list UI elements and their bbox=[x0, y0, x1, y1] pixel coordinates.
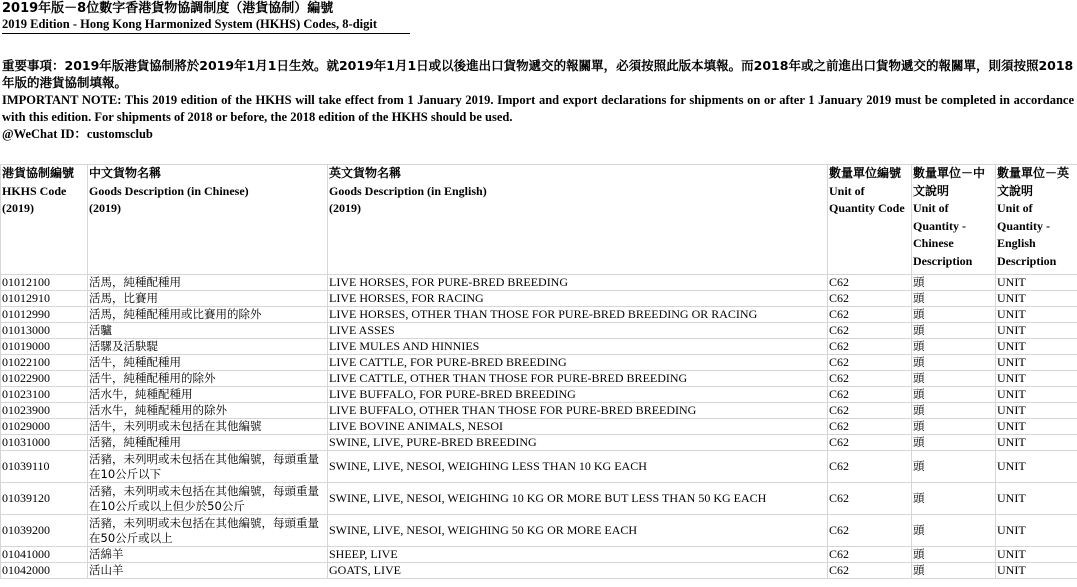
cell-unit-english: UNIT bbox=[996, 547, 1077, 563]
cell-unit-code: C62 bbox=[828, 547, 912, 563]
column-header-unit-code bbox=[828, 165, 912, 275]
table-header-row bbox=[1, 165, 1077, 275]
cell-hkhs-code: 01031000 bbox=[1, 435, 88, 451]
column-header-unit-english bbox=[996, 165, 1077, 275]
cell-hkhs-code: 01041000 bbox=[1, 547, 88, 563]
table-row bbox=[1, 419, 1077, 435]
cell-desc-chinese: 活山羊 bbox=[88, 563, 328, 579]
cell-unit-english: UNIT bbox=[996, 371, 1077, 387]
cell-unit-chinese: 頭 bbox=[912, 419, 996, 435]
table-row bbox=[1, 451, 1077, 483]
cell-desc-english: LIVE HORSES, FOR PURE-BRED BREEDING bbox=[328, 275, 828, 291]
table-row bbox=[1, 563, 1077, 579]
table-row bbox=[1, 387, 1077, 403]
table-row bbox=[1, 403, 1077, 419]
cell-unit-chinese: 頭 bbox=[912, 547, 996, 563]
cell-hkhs-code: 01023900 bbox=[1, 403, 88, 419]
table-row bbox=[1, 323, 1077, 339]
hkhs-code-table bbox=[0, 164, 1077, 579]
cell-desc-chinese: 活牛，純種配種用的除外 bbox=[88, 371, 328, 387]
cell-hkhs-code: 01012910 bbox=[1, 291, 88, 307]
cell-unit-chinese: 頭 bbox=[912, 435, 996, 451]
cell-unit-chinese: 頭 bbox=[912, 483, 996, 515]
cell-hkhs-code: 01022100 bbox=[1, 355, 88, 371]
cell-desc-chinese: 活豬，未列明或未包括在其他編號，每頭重量在10公斤或以上但少於50公斤 bbox=[88, 483, 328, 515]
cell-desc-english: SWINE, LIVE, NESOI, WEIGHING 10 KG OR MORE BUT LESS THAN 50 KG EACH bbox=[328, 483, 828, 515]
cell-hkhs-code: 01023100 bbox=[1, 387, 88, 403]
document-title-chinese: 2019年版－8位數字香港貨物協調制度（港貨協制）編號 bbox=[2, 1, 334, 16]
cell-unit-code: C62 bbox=[828, 339, 912, 355]
cell-desc-chinese: 活綿羊 bbox=[88, 547, 328, 563]
cell-desc-english: LIVE CATTLE, FOR PURE-BRED BREEDING bbox=[328, 355, 828, 371]
cell-hkhs-code: 01042000 bbox=[1, 563, 88, 579]
cell-unit-code: C62 bbox=[828, 307, 912, 323]
cell-desc-english: LIVE CATTLE, OTHER THAN THOSE FOR PURE-BRED BREEDING bbox=[328, 371, 828, 387]
title-underline bbox=[2, 33, 410, 34]
cell-desc-english: LIVE BUFFALO, FOR PURE-BRED BREEDING bbox=[328, 387, 828, 403]
cell-unit-chinese: 頭 bbox=[912, 515, 996, 547]
header-label-english: HKHS Code bbox=[2, 183, 67, 198]
cell-unit-chinese: 頭 bbox=[912, 323, 996, 339]
cell-unit-code: C62 bbox=[828, 387, 912, 403]
table-row bbox=[1, 483, 1077, 515]
cell-unit-english: UNIT bbox=[996, 483, 1077, 515]
cell-desc-chinese: 活騾及活駃騠 bbox=[88, 339, 328, 355]
cell-unit-english: UNIT bbox=[996, 515, 1077, 547]
cell-unit-english: UNIT bbox=[996, 387, 1077, 403]
cell-unit-english: UNIT bbox=[996, 339, 1077, 355]
cell-desc-chinese: 活豬，純種配種用 bbox=[88, 435, 328, 451]
cell-unit-code: C62 bbox=[828, 419, 912, 435]
header-label-chinese: 數量單位－中文說明 bbox=[913, 166, 986, 198]
cell-unit-chinese: 頭 bbox=[912, 371, 996, 387]
cell-hkhs-code: 01013000 bbox=[1, 323, 88, 339]
cell-desc-chinese: 活馬，比賽用 bbox=[88, 291, 328, 307]
header-label-chinese: 港貨協制編號 bbox=[2, 166, 75, 180]
cell-desc-chinese: 活豬，未列明或未包括在其他編號，每頭重量在10公斤以下 bbox=[88, 451, 328, 483]
cell-unit-chinese: 頭 bbox=[912, 563, 996, 579]
important-note-english: IMPORTANT NOTE: This 2019 edition of the HKHS will take effect from 1 January 2019. Import and export declarations for shipments on or after 1 January 2019 must be completed in accordance with this edition. For shipments of 2018 or before, the 2018 edition of the HKHS should be used. bbox=[2, 93, 1074, 124]
cell-unit-english: UNIT bbox=[996, 451, 1077, 483]
header-label-english: Unit of Quantity Code bbox=[829, 183, 905, 215]
cell-unit-chinese: 頭 bbox=[912, 307, 996, 323]
wechat-id: @WeChat ID：customsclub bbox=[2, 127, 153, 141]
cell-unit-code: C62 bbox=[828, 355, 912, 371]
cell-desc-chinese: 活水牛，純種配種用 bbox=[88, 387, 328, 403]
table-row bbox=[1, 355, 1077, 371]
cell-desc-chinese: 活馬，純種配種用 bbox=[88, 275, 328, 291]
table-row bbox=[1, 339, 1077, 355]
table-row bbox=[1, 291, 1077, 307]
column-header-desc-english bbox=[328, 165, 828, 275]
cell-desc-chinese: 活豬，未列明或未包括在其他編號，每頭重量在50公斤或以上 bbox=[88, 515, 328, 547]
header-label-english: Goods Description (in English) bbox=[329, 183, 487, 198]
cell-hkhs-code: 01039200 bbox=[1, 515, 88, 547]
cell-desc-english: SWINE, LIVE, NESOI, WEIGHING 50 KG OR MORE EACH bbox=[328, 515, 828, 547]
cell-unit-code: C62 bbox=[828, 291, 912, 307]
cell-hkhs-code: 01022900 bbox=[1, 371, 88, 387]
cell-desc-english: LIVE HORSES, OTHER THAN THOSE FOR PURE-BRED BREEDING OR RACING bbox=[328, 307, 828, 323]
cell-desc-english: GOATS, LIVE bbox=[328, 563, 828, 579]
cell-unit-code: C62 bbox=[828, 563, 912, 579]
cell-unit-english: UNIT bbox=[996, 419, 1077, 435]
header-label-english: Unit of Quantity - English Description bbox=[997, 201, 1057, 268]
cell-unit-code: C62 bbox=[828, 323, 912, 339]
header-label-english: Goods Description (in Chinese) bbox=[89, 183, 249, 198]
cell-hkhs-code: 01029000 bbox=[1, 419, 88, 435]
cell-desc-chinese: 活牛，未列明或未包括在其他編號 bbox=[88, 419, 328, 435]
table-row bbox=[1, 547, 1077, 563]
cell-unit-chinese: 頭 bbox=[912, 339, 996, 355]
table-row bbox=[1, 371, 1077, 387]
cell-unit-english: UNIT bbox=[996, 435, 1077, 451]
cell-unit-code: C62 bbox=[828, 275, 912, 291]
cell-unit-code: C62 bbox=[828, 435, 912, 451]
cell-desc-english: LIVE HORSES, FOR RACING bbox=[328, 291, 828, 307]
cell-unit-chinese: 頭 bbox=[912, 291, 996, 307]
header-label-english: Unit of Quantity - Chinese Description bbox=[913, 201, 973, 268]
important-note-chinese: 重要事項：2019年版港貨協制將於2019年1月1日生效。就2019年1月1日或以後進出口貨物遞交的報關單，必須按照此版本填報。而2018年或之前進出口貨物遞交的報關單，則須按照2018年版的港貨協制填報。 bbox=[2, 58, 1074, 90]
cell-unit-english: UNIT bbox=[996, 307, 1077, 323]
header-label-year: (2019) bbox=[329, 201, 361, 215]
cell-unit-code: C62 bbox=[828, 451, 912, 483]
cell-hkhs-code: 01039110 bbox=[1, 451, 88, 483]
header-label-chinese: 數量單位－英文說明 bbox=[997, 166, 1070, 198]
cell-unit-chinese: 頭 bbox=[912, 355, 996, 371]
cell-desc-english: SHEEP, LIVE bbox=[328, 547, 828, 563]
cell-unit-code: C62 bbox=[828, 403, 912, 419]
cell-desc-chinese: 活水牛，純種配種用的除外 bbox=[88, 403, 328, 419]
cell-unit-english: UNIT bbox=[996, 291, 1077, 307]
header-label-chinese: 英文貨物名稱 bbox=[329, 166, 402, 180]
cell-unit-english: UNIT bbox=[996, 563, 1077, 579]
cell-hkhs-code: 01012990 bbox=[1, 307, 88, 323]
table-row bbox=[1, 275, 1077, 291]
cell-unit-chinese: 頭 bbox=[912, 451, 996, 483]
document-title-english: 2019 Edition - Hong Kong Harmonized System (HKHS) Codes, 8-digit bbox=[2, 17, 378, 31]
table-row bbox=[1, 515, 1077, 547]
cell-hkhs-code: 01019000 bbox=[1, 339, 88, 355]
cell-desc-chinese: 活牛，純種配種用 bbox=[88, 355, 328, 371]
cell-unit-code: C62 bbox=[828, 515, 912, 547]
table-row bbox=[1, 307, 1077, 323]
cell-unit-code: C62 bbox=[828, 371, 912, 387]
cell-unit-english: UNIT bbox=[996, 355, 1077, 371]
column-header-desc-chinese bbox=[88, 165, 328, 275]
cell-unit-english: UNIT bbox=[996, 403, 1077, 419]
header-label-chinese: 數量單位編號 bbox=[829, 166, 902, 180]
cell-desc-english: LIVE BUFFALO, OTHER THAN THOSE FOR PURE-BRED BREEDING bbox=[328, 403, 828, 419]
header-label-year: (2019) bbox=[2, 201, 34, 215]
cell-unit-code: C62 bbox=[828, 483, 912, 515]
cell-desc-english: SWINE, LIVE, NESOI, WEIGHING LESS THAN 10 KG EACH bbox=[328, 451, 828, 483]
cell-desc-english: SWINE, LIVE, PURE-BRED BREEDING bbox=[328, 435, 828, 451]
cell-desc-chinese: 活驢 bbox=[88, 323, 328, 339]
cell-desc-chinese: 活馬，純種配種用或比賽用的除外 bbox=[88, 307, 328, 323]
cell-desc-english: LIVE BOVINE ANIMALS, NESOI bbox=[328, 419, 828, 435]
header-label-year: (2019) bbox=[89, 201, 121, 215]
cell-hkhs-code: 01012100 bbox=[1, 275, 88, 291]
cell-unit-english: UNIT bbox=[996, 323, 1077, 339]
cell-hkhs-code: 01039120 bbox=[1, 483, 88, 515]
table-row bbox=[1, 435, 1077, 451]
cell-unit-chinese: 頭 bbox=[912, 387, 996, 403]
column-header-hkhs-code bbox=[1, 165, 88, 275]
column-header-unit-chinese bbox=[912, 165, 996, 275]
cell-unit-english: UNIT bbox=[996, 275, 1077, 291]
cell-unit-chinese: 頭 bbox=[912, 275, 996, 291]
cell-desc-english: LIVE ASSES bbox=[328, 323, 828, 339]
cell-unit-chinese: 頭 bbox=[912, 403, 996, 419]
cell-desc-english: LIVE MULES AND HINNIES bbox=[328, 339, 828, 355]
header-label-chinese: 中文貨物名稱 bbox=[89, 166, 162, 180]
